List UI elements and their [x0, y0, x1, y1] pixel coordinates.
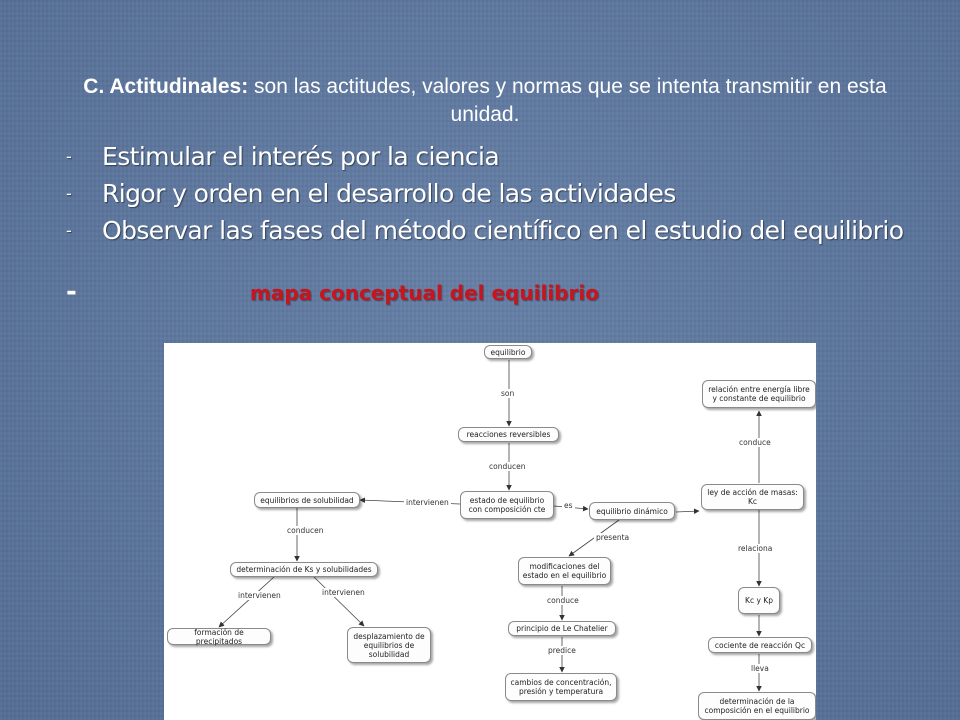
- node-ley-accion-masas: ley de acción de masas: Kc: [701, 484, 804, 510]
- bullet-text: Observar las fases del método científico en el estudio del equilibrio: [102, 216, 904, 245]
- bullet-item: [66, 140, 903, 177]
- node-cociente-reaccion: cociente de reacción Qc: [708, 637, 812, 653]
- dash-icon: -: [66, 221, 72, 240]
- bullet-text: Estimular el interés por la ciencia: [102, 142, 500, 171]
- link-label-intervienen: intervienen: [406, 498, 449, 507]
- slide-heading: [70, 73, 900, 129]
- bullet-list: [66, 140, 903, 251]
- bullet-item: [66, 177, 903, 214]
- link-label-relaciona: relaciona: [738, 544, 773, 553]
- link-label-conduce: conduce: [739, 438, 771, 447]
- heading-text: son las actitudes, valores y normas que se intenta transmitir en esta unidad.: [248, 75, 887, 126]
- heading-lead: C. Actitudinales:: [83, 75, 249, 98]
- node-modificaciones: modificaciones del estado en el equilibrio: [518, 557, 611, 585]
- link-label-intervienen: intervienen: [238, 591, 281, 600]
- link-label-es: es: [564, 501, 573, 510]
- node-determinacion-ks: determinación de Ks y solubilidades: [230, 562, 378, 577]
- map-bullet: -: [66, 277, 77, 307]
- node-reacciones-reversibles: reacciones reversibles: [458, 427, 559, 442]
- node-desplazamiento: desplazamiento de equilibrios de solubilidad: [347, 627, 431, 663]
- bullet-item: [66, 214, 903, 251]
- link-label-conducen: conducen: [489, 462, 526, 471]
- dash-icon: -: [66, 184, 72, 203]
- node-equilibrio-dinamico: equilibrio dinámico: [589, 502, 675, 520]
- node-determinacion-composicion: determinación de la composición en el equilibrio: [698, 692, 816, 720]
- link-label-conducen: conducen: [287, 526, 324, 535]
- link-label-lleva: lleva: [751, 664, 769, 673]
- node-kc-kp: Kc y Kp: [738, 587, 780, 614]
- node-equilibrios-solubilidad: equilibrios de solubilidad: [254, 492, 360, 508]
- node-le-chatelier: principio de Le Chatelier: [508, 621, 616, 636]
- node-cambios: cambios de concentración, presión y temperatura: [505, 673, 617, 701]
- bullet-text: Rigor y orden en el desarrollo de las actividades: [102, 179, 676, 208]
- node-estado-equilibrio: estado de equilibrio con composición cte: [460, 491, 554, 519]
- link-label-predice: predice: [548, 646, 576, 655]
- node-relacion-energia: relación entre energía libre y constante de equilibrio: [702, 380, 816, 408]
- map-title: mapa conceptual del equilibrio: [250, 281, 599, 305]
- node-equilibrio: equilibrio: [484, 345, 532, 359]
- dash-icon: -: [66, 147, 72, 166]
- node-formacion-precipitados: formación de precipitados: [167, 628, 271, 645]
- link-label-son: son: [501, 389, 515, 398]
- link-label-intervienen: intervienen: [322, 588, 365, 597]
- link-label-presenta: presenta: [596, 533, 630, 542]
- link-label-conduce: conduce: [547, 596, 579, 605]
- concept-map: [164, 343, 816, 720]
